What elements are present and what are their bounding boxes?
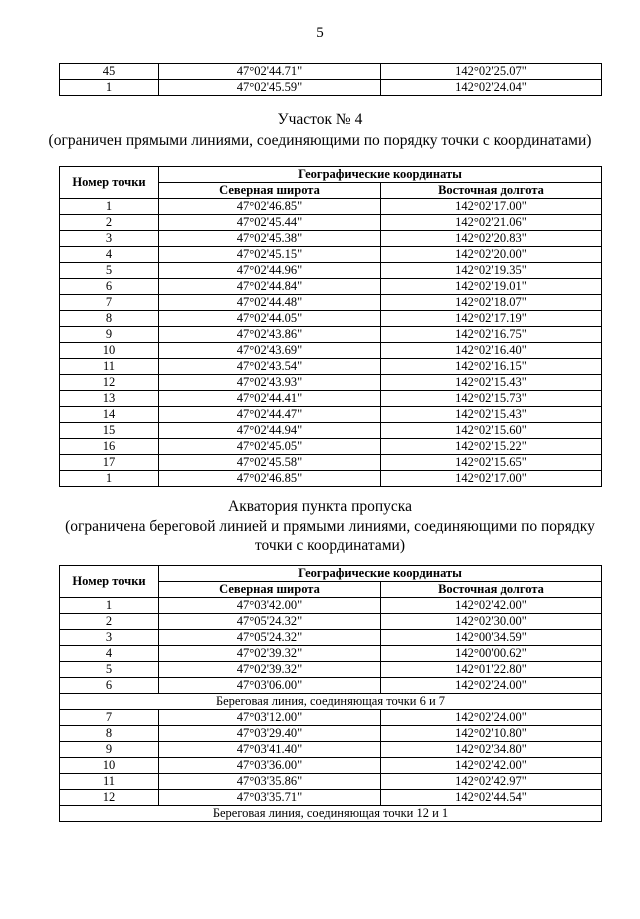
shoreline-note-12-1: Береговая линия, соединяющая точки 12 и 1 <box>60 806 602 822</box>
east-longitude-cell: 142°02'10.80" <box>381 726 602 742</box>
east-longitude-cell: 142°02'15.43" <box>381 407 602 423</box>
east-longitude-cell: 142°02'17.00" <box>381 199 602 215</box>
header-point-number: Номер точки <box>60 566 159 598</box>
point-number-cell: 4 <box>60 247 159 263</box>
separator-row <box>60 806 602 822</box>
table-row <box>60 247 602 263</box>
north-latitude-cell: 47°02'44.05" <box>159 311 381 327</box>
table-row <box>60 295 602 311</box>
point-number-cell: 3 <box>60 630 159 646</box>
table-body <box>60 598 602 694</box>
table-body <box>60 64 602 96</box>
point-number-cell: 5 <box>60 263 159 279</box>
point-number-cell: 1 <box>60 80 159 96</box>
north-latitude-cell: 47°05'24.32" <box>159 630 381 646</box>
point-number-cell: 10 <box>60 758 159 774</box>
east-longitude-cell: 142°02'42.00" <box>381 758 602 774</box>
east-longitude-cell: 142°02'18.07" <box>381 295 602 311</box>
north-latitude-cell: 47°02'45.15" <box>159 247 381 263</box>
separator-row <box>60 694 602 710</box>
section-4-subtitle: (ограничен прямыми линиями, соединяющими по порядку точки с координатами) <box>48 132 592 149</box>
north-latitude-cell: 47°03'29.40" <box>159 726 381 742</box>
east-longitude-cell: 142°02'17.19" <box>381 311 602 327</box>
east-longitude-cell: 142°02'19.35" <box>381 263 602 279</box>
point-number-cell: 5 <box>60 662 159 678</box>
north-latitude-cell: 47°02'44.94" <box>159 423 381 439</box>
east-longitude-cell: 142°02'15.73" <box>381 391 602 407</box>
table-row <box>60 598 602 614</box>
east-longitude-cell: 142°02'15.22" <box>381 439 602 455</box>
table-row <box>60 263 602 279</box>
table-row <box>60 231 602 247</box>
point-number-cell: 12 <box>60 790 159 806</box>
table-row <box>60 343 602 359</box>
section-5-subtitle-line1: (ограничена береговой линией и прямыми линиями, соединяющими по порядку <box>65 518 595 535</box>
table-row <box>60 726 602 742</box>
north-latitude-cell: 47°02'44.48" <box>159 295 381 311</box>
table-row <box>60 630 602 646</box>
north-latitude-cell: 47°03'35.71" <box>159 790 381 806</box>
table-row <box>60 359 602 375</box>
table-row <box>60 407 602 423</box>
point-number-cell: 11 <box>60 359 159 375</box>
north-latitude-cell: 47°02'46.85" <box>159 471 381 487</box>
north-latitude-cell: 47°02'44.71" <box>159 64 381 80</box>
section-5-title: Акватория пункта пропуска <box>228 498 412 515</box>
north-latitude-cell: 47°03'41.40" <box>159 742 381 758</box>
point-number-cell: 1 <box>60 471 159 487</box>
north-latitude-cell: 47°02'43.86" <box>159 327 381 343</box>
point-number-cell: 2 <box>60 215 159 231</box>
table-row <box>60 215 602 231</box>
point-number-cell: 3 <box>60 231 159 247</box>
north-latitude-cell: 47°05'24.32" <box>159 614 381 630</box>
point-number-cell: 1 <box>60 199 159 215</box>
point-number-cell: 17 <box>60 455 159 471</box>
point-number-cell: 8 <box>60 311 159 327</box>
north-latitude-cell: 47°02'43.93" <box>159 375 381 391</box>
north-latitude-cell: 47°02'45.05" <box>159 439 381 455</box>
table-row <box>60 375 602 391</box>
point-number-cell: 45 <box>60 64 159 80</box>
header-east-longitude: Восточная долгота <box>381 183 602 199</box>
north-latitude-cell: 47°02'45.58" <box>159 455 381 471</box>
table-row <box>60 614 602 630</box>
table-body <box>60 199 602 487</box>
coordinates-table-continued <box>59 63 602 96</box>
section-5-subtitle-line2: точки с координатами) <box>254 537 406 554</box>
section-4-title: Участок № 4 <box>277 111 363 128</box>
north-latitude-cell: 47°02'39.32" <box>159 646 381 662</box>
section-5-table <box>59 565 602 822</box>
north-latitude-cell: 47°02'45.38" <box>159 231 381 247</box>
header-north-latitude: Северная широта <box>159 183 381 199</box>
east-longitude-cell: 142°02'44.54" <box>381 790 602 806</box>
east-longitude-cell: 142°02'24.00" <box>381 678 602 694</box>
table-row <box>60 758 602 774</box>
north-latitude-cell: 47°03'42.00" <box>159 598 381 614</box>
east-longitude-cell: 142°02'20.00" <box>381 247 602 263</box>
east-longitude-cell: 142°02'42.97" <box>381 774 602 790</box>
page-number: 5 <box>316 25 324 41</box>
table-row <box>60 80 602 96</box>
table-row <box>60 662 602 678</box>
east-longitude-cell: 142°02'24.00" <box>381 710 602 726</box>
point-number-cell: 16 <box>60 439 159 455</box>
north-latitude-cell: 47°03'06.00" <box>159 678 381 694</box>
east-longitude-cell: 142°02'42.00" <box>381 598 602 614</box>
header-east-longitude: Восточная долгота <box>381 582 602 598</box>
north-latitude-cell: 47°02'45.59" <box>159 80 381 96</box>
east-longitude-cell: 142°02'16.75" <box>381 327 602 343</box>
east-longitude-cell: 142°02'16.40" <box>381 343 602 359</box>
table-row <box>60 279 602 295</box>
point-number-cell: 7 <box>60 295 159 311</box>
table-row <box>60 678 602 694</box>
east-longitude-cell: 142°02'20.83" <box>381 231 602 247</box>
east-longitude-cell: 142°02'19.01" <box>381 279 602 295</box>
north-latitude-cell: 47°03'35.86" <box>159 774 381 790</box>
table-body <box>60 710 602 806</box>
table-row <box>60 710 602 726</box>
east-longitude-cell: 142°02'16.15" <box>381 359 602 375</box>
north-latitude-cell: 47°02'45.44" <box>159 215 381 231</box>
east-longitude-cell: 142°02'34.80" <box>381 742 602 758</box>
east-longitude-cell: 142°02'17.00" <box>381 471 602 487</box>
table-row <box>60 423 602 439</box>
point-number-cell: 2 <box>60 614 159 630</box>
east-longitude-cell: 142°00'34.59" <box>381 630 602 646</box>
point-number-cell: 13 <box>60 391 159 407</box>
table-row <box>60 742 602 758</box>
table-row <box>60 790 602 806</box>
north-latitude-cell: 47°03'36.00" <box>159 758 381 774</box>
header-point-number: Номер точки <box>60 167 159 199</box>
north-latitude-cell: 47°02'43.69" <box>159 343 381 359</box>
table-row <box>60 471 602 487</box>
point-number-cell: 9 <box>60 327 159 343</box>
east-longitude-cell: 142°02'24.04" <box>381 80 602 96</box>
section-4-table <box>59 166 602 487</box>
table-row <box>60 391 602 407</box>
north-latitude-cell: 47°02'39.32" <box>159 662 381 678</box>
point-number-cell: 15 <box>60 423 159 439</box>
point-number-cell: 4 <box>60 646 159 662</box>
east-longitude-cell: 142°00'00.62" <box>381 646 602 662</box>
header-geo-coordinates: Географические координаты <box>159 566 602 582</box>
table-row <box>60 311 602 327</box>
header-geo-coordinates: Географические координаты <box>159 167 602 183</box>
point-number-cell: 10 <box>60 343 159 359</box>
header-north-latitude: Северная широта <box>159 582 381 598</box>
north-latitude-cell: 47°02'44.84" <box>159 279 381 295</box>
north-latitude-cell: 47°02'44.47" <box>159 407 381 423</box>
point-number-cell: 7 <box>60 710 159 726</box>
east-longitude-cell: 142°02'25.07" <box>381 64 602 80</box>
east-longitude-cell: 142°02'15.65" <box>381 455 602 471</box>
table-row <box>60 455 602 471</box>
east-longitude-cell: 142°02'21.06" <box>381 215 602 231</box>
point-number-cell: 6 <box>60 279 159 295</box>
east-longitude-cell: 142°02'30.00" <box>381 614 602 630</box>
table-row <box>60 439 602 455</box>
point-number-cell: 1 <box>60 598 159 614</box>
point-number-cell: 14 <box>60 407 159 423</box>
north-latitude-cell: 47°02'46.85" <box>159 199 381 215</box>
east-longitude-cell: 142°02'15.43" <box>381 375 602 391</box>
east-longitude-cell: 142°01'22.80" <box>381 662 602 678</box>
table-row <box>60 327 602 343</box>
point-number-cell: 6 <box>60 678 159 694</box>
point-number-cell: 11 <box>60 774 159 790</box>
north-latitude-cell: 47°02'44.41" <box>159 391 381 407</box>
east-longitude-cell: 142°02'15.60" <box>381 423 602 439</box>
point-number-cell: 12 <box>60 375 159 391</box>
north-latitude-cell: 47°02'44.96" <box>159 263 381 279</box>
north-latitude-cell: 47°02'43.54" <box>159 359 381 375</box>
table-row <box>60 646 602 662</box>
table-row <box>60 774 602 790</box>
table-row <box>60 64 602 80</box>
north-latitude-cell: 47°03'12.00" <box>159 710 381 726</box>
table-row <box>60 199 602 215</box>
point-number-cell: 9 <box>60 742 159 758</box>
point-number-cell: 8 <box>60 726 159 742</box>
shoreline-note-6-7: Береговая линия, соединяющая точки 6 и 7 <box>60 694 602 710</box>
